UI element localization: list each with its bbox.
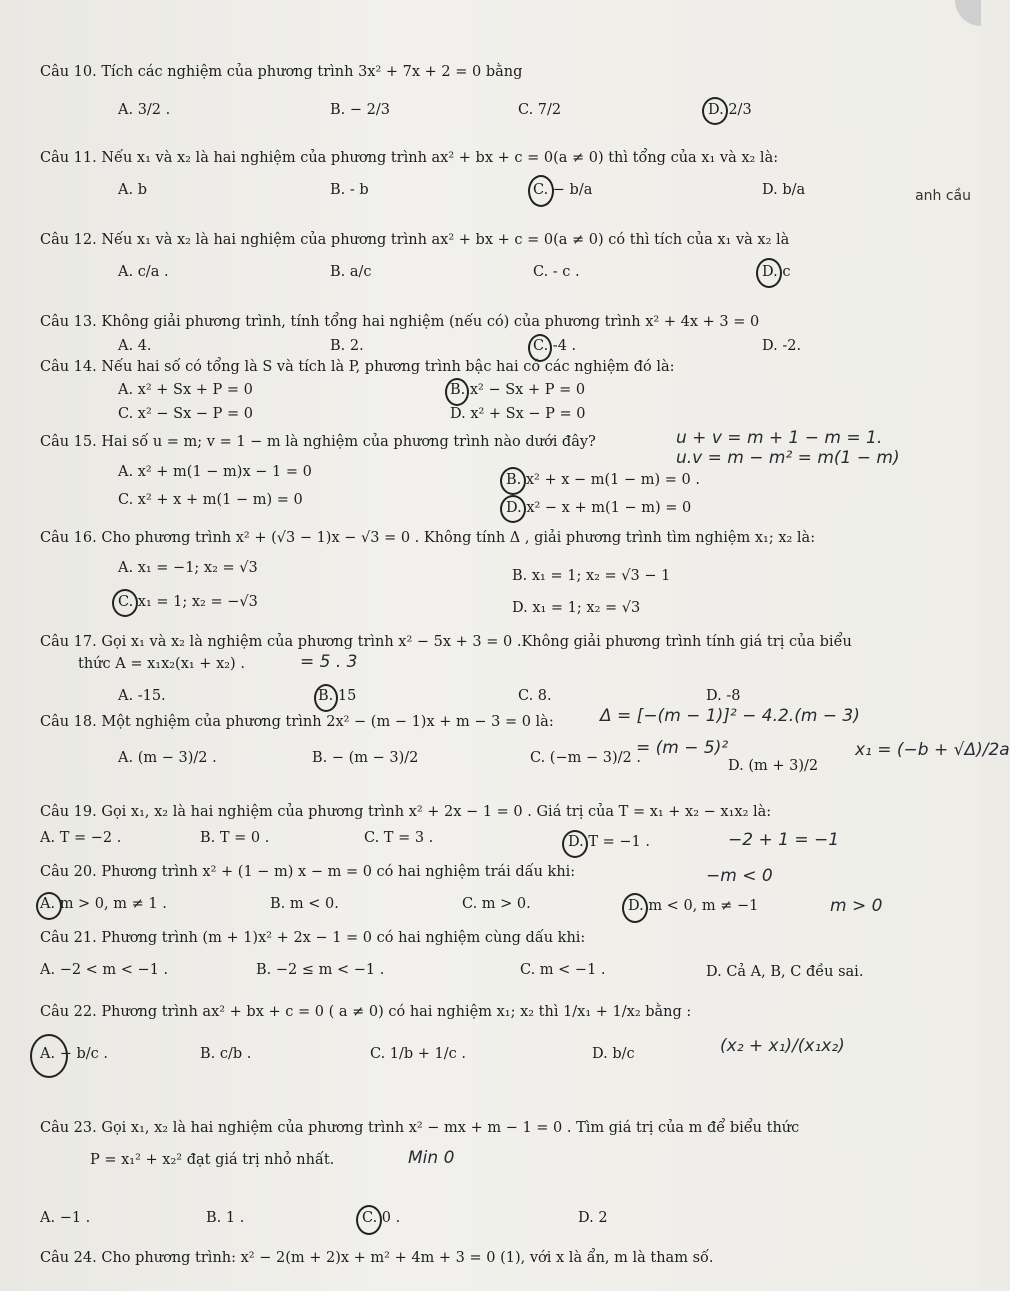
q14-option-c: C. x² − Sx − P = 0 bbox=[118, 406, 253, 422]
q14-option-d: D. x² + Sx − P = 0 bbox=[450, 406, 586, 422]
q13-option-c: C. -4 . bbox=[533, 338, 577, 354]
handwritten-note: u + v = m + 1 − m = 1. bbox=[676, 428, 883, 448]
q17-option-a: A. -15. bbox=[118, 688, 166, 704]
q21-option-a: A. −2 < m < −1 . bbox=[40, 962, 169, 978]
answer-circle bbox=[500, 467, 526, 495]
question-17-cont: thức A = x₁x₂(x₁ + x₂) . bbox=[78, 656, 245, 672]
q10-option-d: D. 2/3 bbox=[708, 102, 752, 118]
q22-option-a: A. − b/c . bbox=[40, 1046, 108, 1062]
q23-option-a: A. −1 . bbox=[40, 1210, 91, 1226]
q19-option-b: B. T = 0 . bbox=[200, 830, 270, 846]
question-14: Câu 14. Nếu hai số có tổng là S và tích là P, phương trình bậc hai có các nghiệm đó là: bbox=[40, 359, 675, 375]
q17-option-d: D. -8 bbox=[706, 688, 741, 704]
q15-option-d: D. x² − x + m(1 − m) = 0 bbox=[506, 500, 692, 516]
q22-option-d: D. b/c bbox=[592, 1046, 635, 1062]
page-corner bbox=[955, 0, 981, 26]
q11-option-d: D. b/a bbox=[762, 182, 806, 198]
q11-option-a: A. b bbox=[118, 182, 147, 198]
q14-option-a: A. x² + Sx + P = 0 bbox=[118, 382, 253, 398]
q10-option-b: B. − 2/3 bbox=[330, 102, 390, 118]
answer-circle bbox=[445, 378, 469, 406]
handwritten-note: = 5 . 3 bbox=[300, 652, 358, 672]
q20-option-d: D. m < 0, m ≠ −1 bbox=[628, 898, 759, 914]
question-20: Câu 20. Phương trình x² + (1 − m) x − m = 0 có hai nghiệm trái dấu khi: bbox=[40, 864, 576, 880]
question-22: Câu 22. Phương trình ax² + bx + c = 0 ( a ≠ 0) có hai nghiệm x₁; x₂ thì 1/x₁ + 1/x₂ bằng : bbox=[40, 1004, 692, 1020]
q15-option-a: A. x² + m(1 − m)x − 1 = 0 bbox=[118, 464, 312, 480]
q18-option-a: A. (m − 3)/2 . bbox=[118, 750, 217, 766]
q23-option-d: D. 2 bbox=[578, 1210, 608, 1226]
answer-circle bbox=[112, 589, 138, 617]
q14-option-b: B. x² − Sx + P = 0 bbox=[450, 382, 586, 398]
question-13: Câu 13. Không giải phương trình, tính tổng hai nghiệm (nếu có) của phương trình x² + 4x + 3 = 0 bbox=[40, 314, 760, 330]
q15-option-b: B. x² + x − m(1 − m) = 0 . bbox=[506, 472, 700, 488]
handwritten-note: Δ = [−(m − 1)]² − 4.2.(m − 3) bbox=[600, 706, 860, 726]
q19-option-c: C. T = 3 . bbox=[364, 830, 434, 846]
q13-option-d: D. -2. bbox=[762, 338, 802, 354]
q12-option-c: C. - c . bbox=[533, 264, 580, 280]
handwritten-note: −m < 0 bbox=[706, 866, 773, 886]
answer-circle bbox=[528, 175, 554, 207]
q16-option-c: C. x₁ = 1; x₂ = −√3 bbox=[118, 594, 258, 610]
q13-option-b: B. 2. bbox=[330, 338, 364, 354]
answer-circle bbox=[622, 893, 648, 923]
q11-option-b: B. - b bbox=[330, 182, 369, 198]
q10-option-a: A. 3/2 . bbox=[118, 102, 171, 118]
q17-option-b: B. 15 bbox=[318, 688, 357, 704]
q16-option-b: B. x₁ = 1; x₂ = √3 − 1 bbox=[512, 568, 671, 584]
handwritten-note: (x₂ + x₁)/(x₁x₂) bbox=[720, 1036, 845, 1056]
q16-option-d: D. x₁ = 1; x₂ = √3 bbox=[512, 600, 641, 616]
handwritten-note: u.v = m − m² = m(1 − m) bbox=[676, 448, 900, 468]
q16-option-a: A. x₁ = −1; x₂ = √3 bbox=[118, 560, 258, 576]
handwritten-note: m > 0 bbox=[830, 896, 883, 916]
q13-option-a: A. 4. bbox=[118, 338, 152, 354]
question-15: Câu 15. Hai số u = m; v = 1 − m là nghiệm của phương trình nào dưới đây? bbox=[40, 434, 596, 450]
q12-option-b: B. a/c bbox=[330, 264, 372, 280]
question-23-cont: P = x₁² + x₂² đạt giá trị nhỏ nhất. bbox=[90, 1152, 335, 1168]
q12-option-d: D. c bbox=[762, 264, 791, 280]
question-18: Câu 18. Một nghiệm của phương trình 2x² − (m − 1)x + m − 3 = 0 là: bbox=[40, 714, 554, 730]
q22-option-c: C. 1/b + 1/c . bbox=[370, 1046, 467, 1062]
question-11: Câu 11. Nếu x₁ và x₂ là hai nghiệm của phương trình ax² + bx + c = 0(a ≠ 0) thì tổng của x₁ và x₂ là: bbox=[40, 150, 779, 166]
q11-option-c: C. − b/a bbox=[533, 182, 593, 198]
question-16: Câu 16. Cho phương trình x² + (√3 − 1)x − √3 = 0 . Không tính Δ , giải phương trình tìm nghiệm x₁; x₂ là: bbox=[40, 530, 816, 546]
answer-circle bbox=[562, 830, 588, 858]
answer-circle bbox=[314, 684, 338, 712]
q22-option-b: B. c/b . bbox=[200, 1046, 252, 1062]
question-21: Câu 21. Phương trình (m + 1)x² + 2x − 1 = 0 có hai nghiệm cùng dấu khi: bbox=[40, 930, 586, 946]
handwritten-note: = (m − 5)² bbox=[636, 738, 729, 758]
q18-option-c: C. (−m − 3)/2 . bbox=[530, 750, 641, 766]
question-12: Câu 12. Nếu x₁ và x₂ là hai nghiệm của phương trình ax² + bx + c = 0(a ≠ 0) có thì tích của x₁ và x₂ là bbox=[40, 232, 790, 248]
q23-option-c: C. 0 . bbox=[362, 1210, 401, 1226]
handwritten-note: x₁ = (−b + √Δ)/2a bbox=[855, 740, 1010, 760]
answer-circle bbox=[756, 258, 782, 288]
answer-circle bbox=[702, 97, 728, 125]
q19-option-d: D. T = −1 . bbox=[568, 834, 650, 850]
answer-circle bbox=[30, 1034, 68, 1078]
handwritten-note: −2 + 1 = −1 bbox=[728, 830, 840, 850]
handwritten-note: Min 0 bbox=[408, 1148, 455, 1168]
answer-circle bbox=[356, 1205, 382, 1235]
q21-option-d: D. Cả A, B, C đều sai. bbox=[706, 964, 864, 980]
q18-option-d: D. (m + 3)/2 bbox=[728, 758, 819, 774]
answer-circle bbox=[36, 892, 62, 920]
q21-option-b: B. −2 ≤ m < −1 . bbox=[256, 962, 385, 978]
q17-option-c: C. 8. bbox=[518, 688, 552, 704]
q12-option-a: A. c/a . bbox=[118, 264, 169, 280]
q20-option-b: B. m < 0. bbox=[270, 896, 339, 912]
q21-option-c: C. m < −1 . bbox=[520, 962, 606, 978]
question-23: Câu 23. Gọi x₁, x₂ là hai nghiệm của phương trình x² − mx + m − 1 = 0 . Tìm giá trị của m để biểu thức bbox=[40, 1120, 800, 1136]
question-24: Câu 24. Cho phương trình: x² − 2(m + 2)x + m² + 4m + 3 = 0 (1), với x là ẩn, m là tham số. bbox=[40, 1250, 714, 1266]
margin-note: anh cầu bbox=[915, 188, 971, 204]
q19-option-a: A. T = −2 . bbox=[40, 830, 122, 846]
q10-option-c: C. 7/2 bbox=[518, 102, 562, 118]
q18-option-b: B. − (m − 3)/2 bbox=[312, 750, 419, 766]
question-10: Câu 10. Tích các nghiệm của phương trình 3x² + 7x + 2 = 0 bằng bbox=[40, 64, 523, 80]
q20-option-c: C. m > 0. bbox=[462, 896, 531, 912]
q23-option-b: B. 1 . bbox=[206, 1210, 245, 1226]
q20-option-a: A. m > 0, m ≠ 1 . bbox=[40, 896, 167, 912]
q15-option-c: C. x² + x + m(1 − m) = 0 bbox=[118, 492, 303, 508]
question-17: Câu 17. Gọi x₁ và x₂ là nghiệm của phương trình x² − 5x + 3 = 0 .Không giải phương trình tính giá trị của biểu bbox=[40, 634, 852, 650]
answer-circle bbox=[500, 495, 526, 523]
question-19: Câu 19. Gọi x₁, x₂ là hai nghiệm của phương trình x² + 2x − 1 = 0 . Giá trị của T = x₁ + x₂ − x₁x₂ là: bbox=[40, 804, 772, 820]
